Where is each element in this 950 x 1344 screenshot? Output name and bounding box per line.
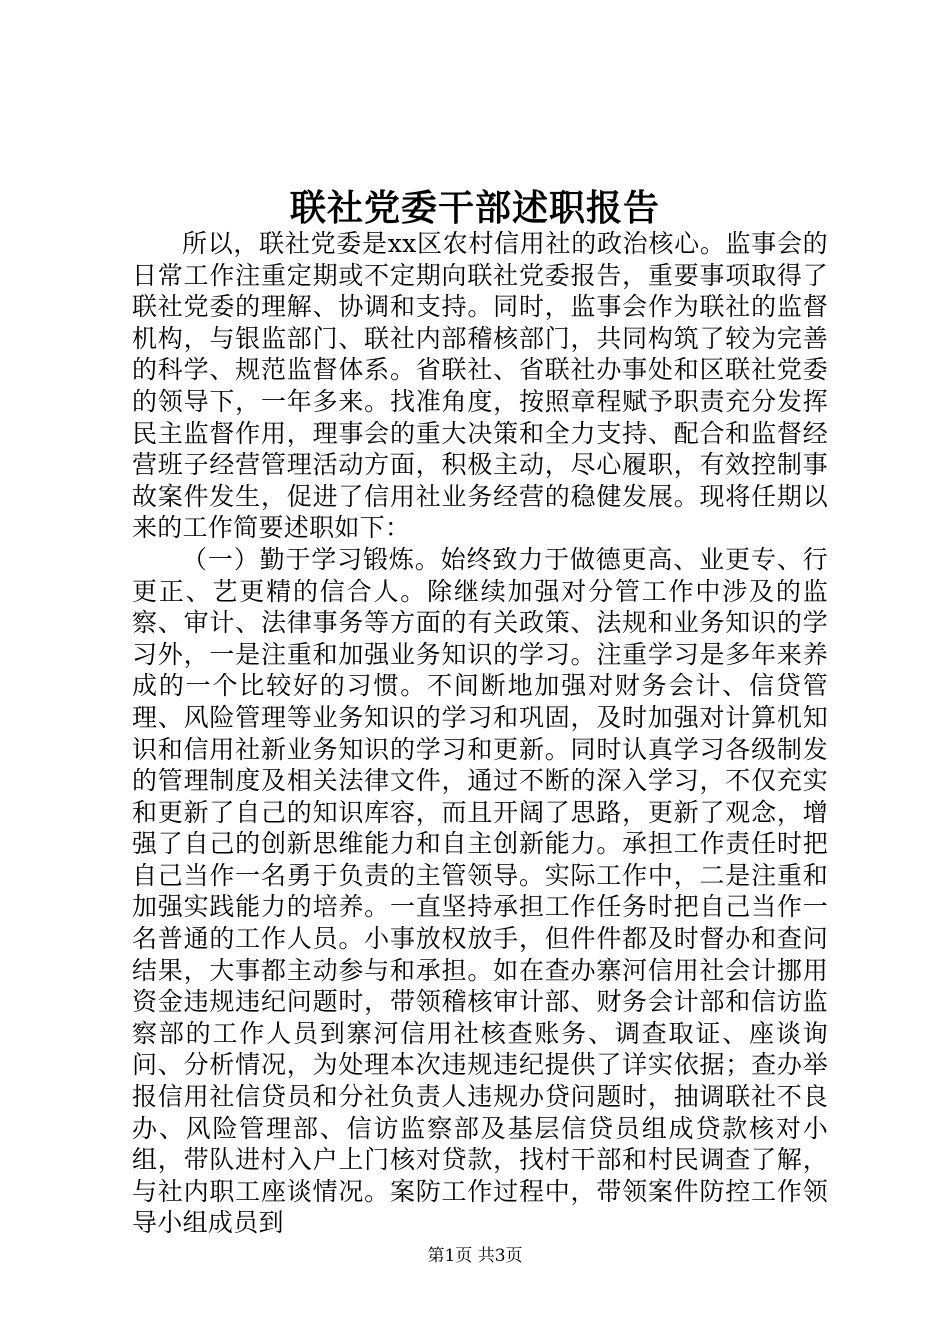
paragraph: （一）勤于学习锻炼。始终致力于做德更高、业更专、行更正、艺更精的信合人。除继续加强对分管工作中涉及的监察、审计、法律事务等方面的有关政策、法规和业务知识的学习外，一是注重和加强业务知识的学习。注重学习是多年来养成的一个比较好的习惯。不间断地加强对财务会计、信贷管理、风险管理等业务知识的学习和巩固，及时加强对计算机知识和信用社新业务知识的学习和更新。同时认真学习各级制发的管理制度及相关法律文件，通过不断的深入学习，不仅充实和更新了自己的知识库容，而且开阔了思路，更新了观念，增强了自己的创新思维能力和自主创新能力。承担工作责任时把自己当作一名勇于负责的主管领导。实际工作中，二是注重和加强实践能力的培养。一直坚持承担工作任务时把自己当作一名普通的工作人员。小事放权放手，但件件都及时督办和查问结果，大事都主动参与和承担。如在查办寨河信用社会计挪用资金违规违纪问题时，带领稽核审计部、财务会计部和信访监察部的工作人员到寨河信用社核查账务、调查取证、座谈询问、分析情况，为处理本次违规违纪提供了详实依据；查办举报信用社信贷员和分社负责人违规办贷问题时，抽调联社不良办、风险管理部、信访监察部及基层信贷员组成贷款核对小组，带队进村入户上门核对贷款，找村干部和村民调查了解，与社内职工座谈情况。案防工作过程中，带领案件防控工作领导小组成员到 [132,544,828,1238]
page-number-footer: 第1页 共3页 [427,1246,523,1266]
document-title: 联社党委干部述职报告 [289,187,660,229]
document-body [132,228,828,1239]
paragraph: 所以，联社党委是xx区农村信用社的政治核心。监事会的日常工作注重定期或不定期向联社党委报告，重要事项取得了联社党委的理解、协调和支持。同时，监事会作为联社的监督机构，与银监部门、联社内部稽核部门，共同构筑了较为完善的科学、规范监督体系。省联社、省联社办事处和区联社党委的领导下，一年多来。找准角度，按照章程赋予职责充分发挥民主监督作用，理事会的重大决策和全力支持、配合和监督经营班子经营管理活动方面，积极主动，尽心履职，有效控制事故案件发生，促进了信用社业务经营的稳健发展。现将任期以来的工作简要述职如下： [132,229,828,543]
